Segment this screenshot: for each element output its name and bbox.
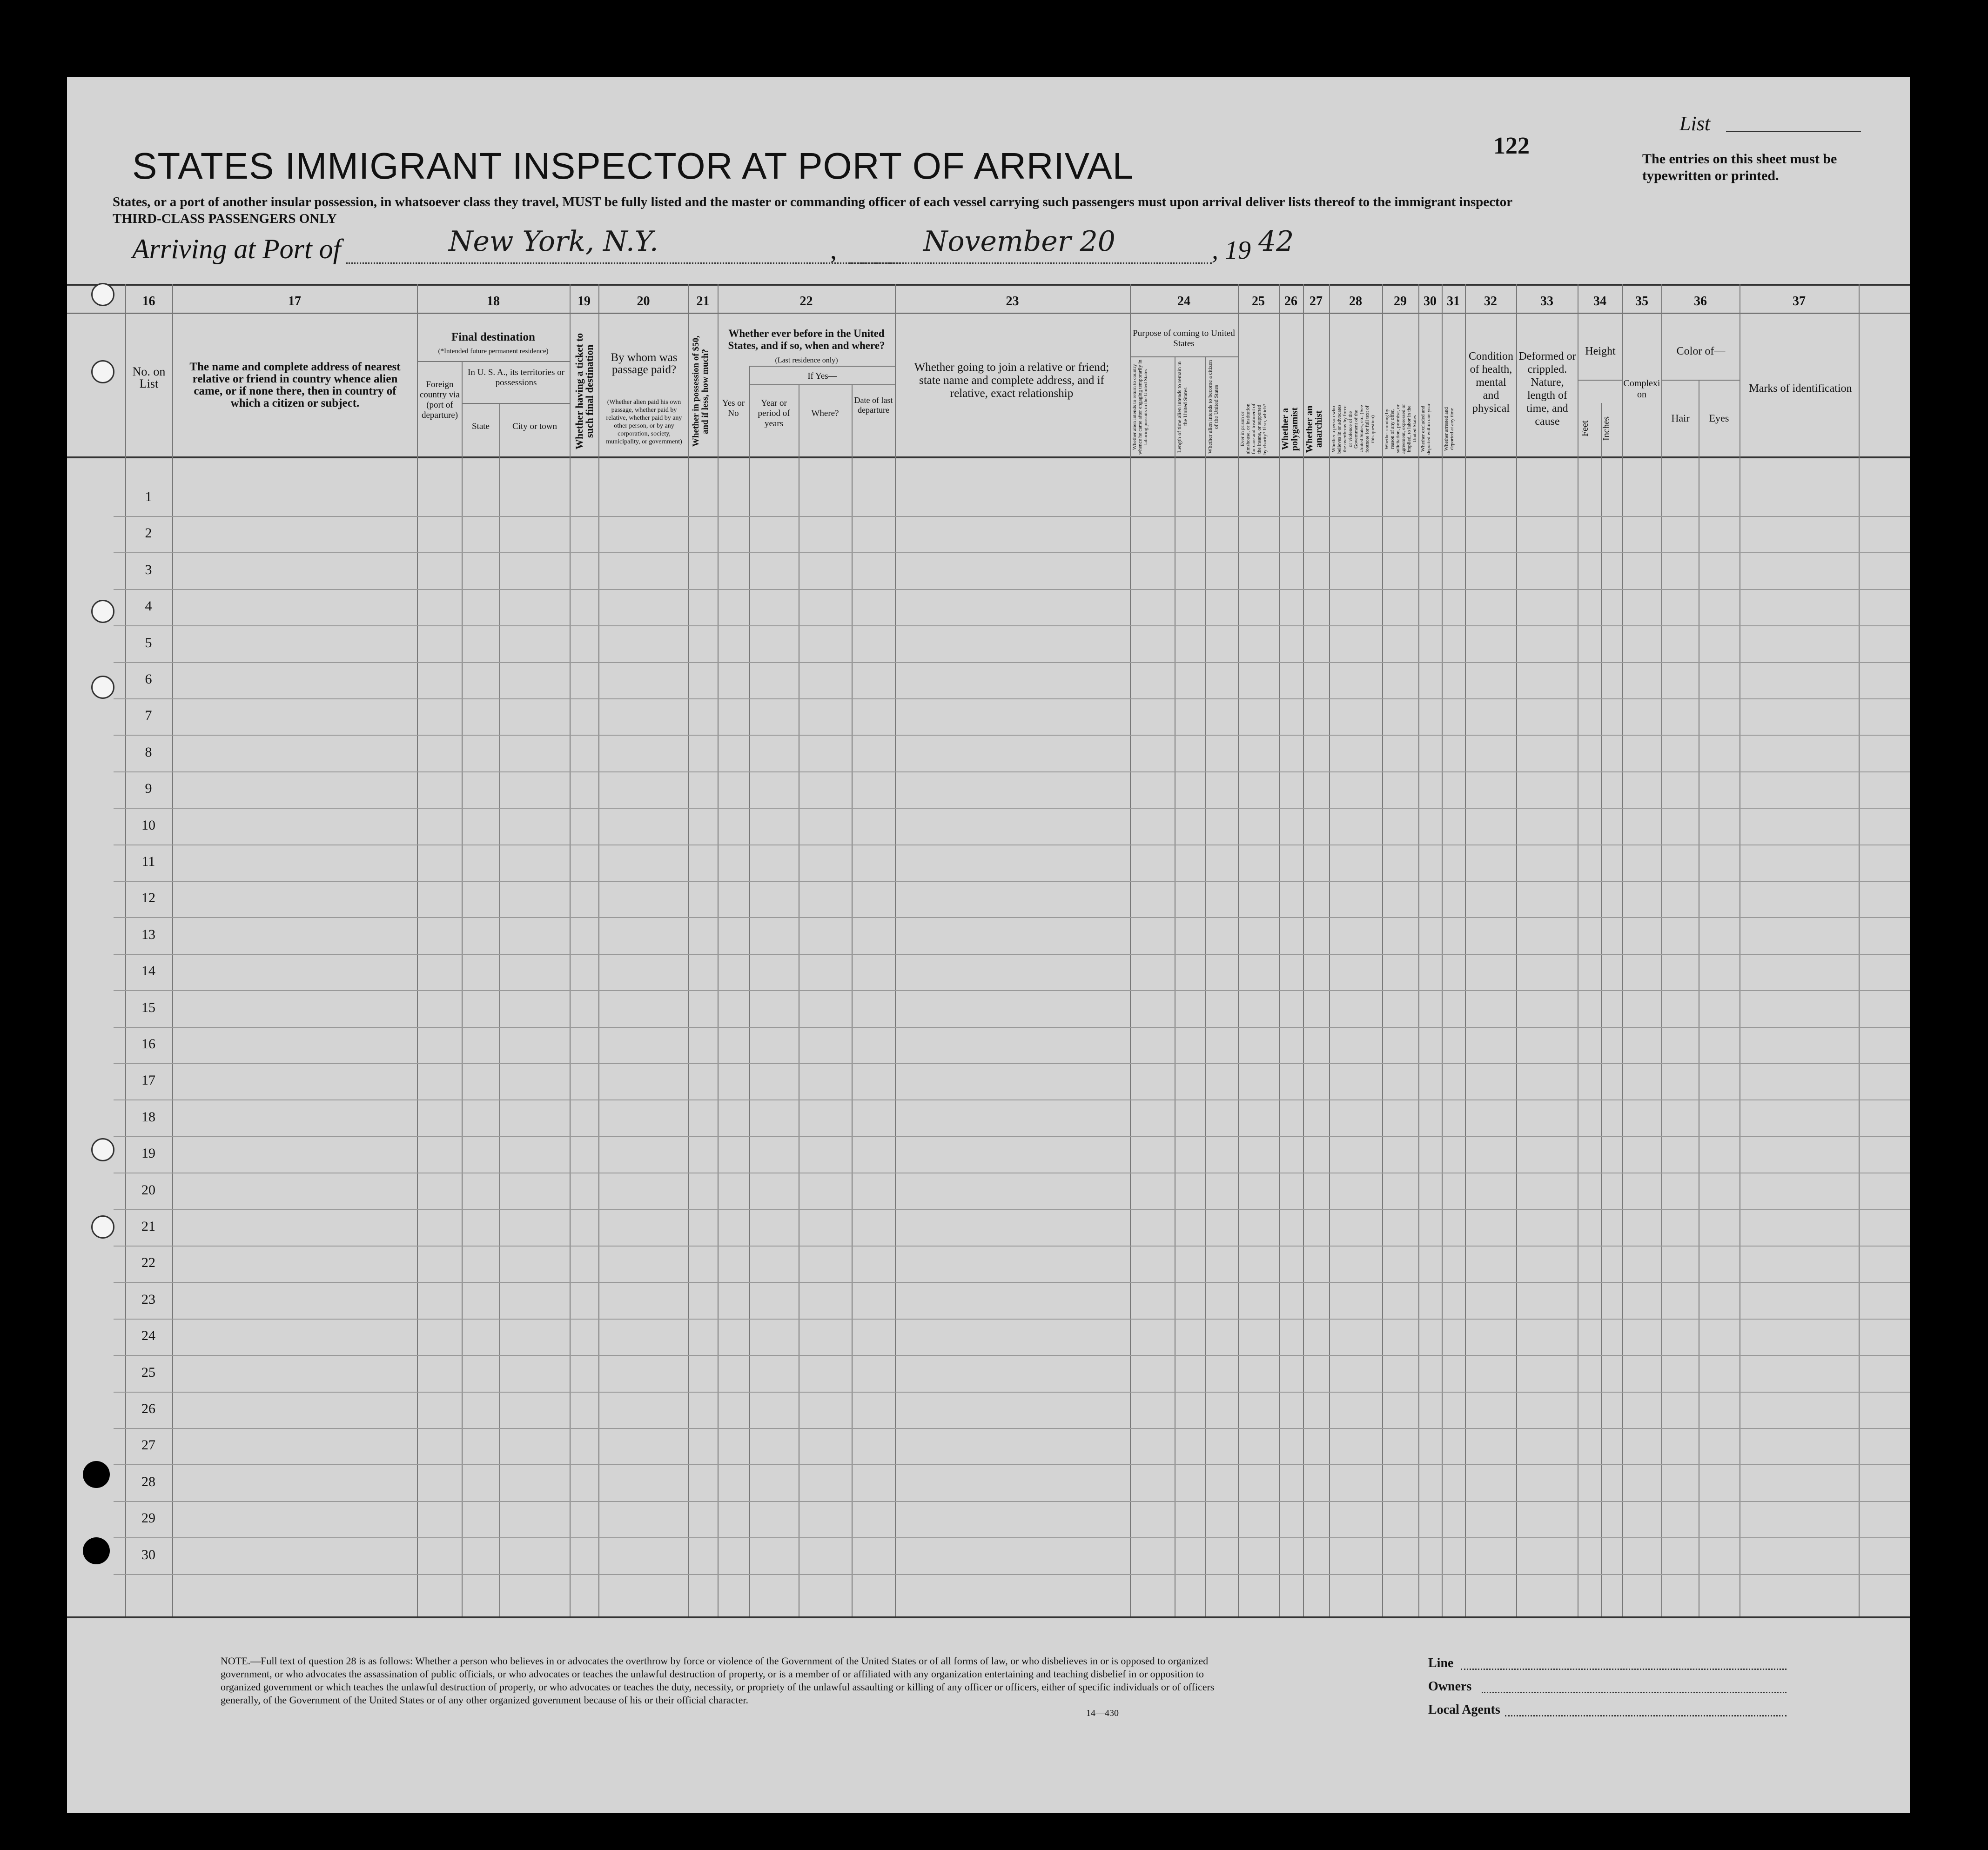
hdr-18-note: (*Intended future permanent residence) — [438, 348, 549, 355]
row-line — [114, 1392, 1910, 1393]
comma-1: , — [830, 236, 837, 265]
typewritten-note: The entries on this sheet must be typewritten or printed. — [1642, 151, 1837, 183]
colnum-37: 37 — [1793, 294, 1806, 308]
col-line-22c — [852, 384, 853, 1616]
row-number: 25 — [141, 1364, 155, 1380]
row-line — [114, 552, 1910, 553]
row-number: 13 — [141, 926, 155, 942]
row-number: 1 — [145, 489, 152, 504]
hdr-22-yesno: Yes or No — [722, 398, 745, 418]
col-line-34a — [1601, 403, 1602, 1616]
row-line — [114, 990, 1910, 991]
row-line — [114, 917, 1910, 918]
col-line-18 — [417, 284, 418, 1616]
colnum-28: 28 — [1349, 294, 1362, 308]
hdr-20: By whom was passage paid? — [611, 351, 678, 376]
hdr-16: No. on List — [132, 365, 166, 390]
row-line — [114, 881, 1910, 882]
hdr-25: Ever in prison or almshouse, or institution for care and treatment of the insane, or supported by charity? If so, which? — [1240, 403, 1268, 455]
hdr-20-note: (Whether alien paid his own passage, whether paid by relative, whether paid by any other person, or by any corporation, society, municipality, or government) — [606, 399, 682, 445]
hdr-31: Whether arrested and deported at any time — [1444, 407, 1455, 451]
binder-hole — [91, 360, 114, 383]
hdr-36-eyes: Eyes — [1709, 412, 1729, 424]
col-line-19 — [570, 284, 571, 1616]
colnum-19: 19 — [578, 294, 591, 308]
year-handwritten: 42 — [1258, 225, 1294, 258]
col-line-23 — [895, 284, 896, 1616]
hdr-21: Whether in possession of $50, and if less, how much? — [691, 335, 710, 447]
row-number: 30 — [141, 1547, 155, 1562]
hdr-37: Marks of identification — [1749, 382, 1852, 395]
binder-hole — [91, 1138, 114, 1161]
hdr-34: Height — [1585, 345, 1616, 357]
col-line-28 — [1329, 284, 1330, 1616]
row-number: 8 — [145, 744, 152, 760]
colnum-20: 20 — [637, 294, 650, 308]
row-number: 12 — [141, 890, 155, 906]
hdr-22-where: Where? — [811, 409, 839, 418]
col-line-29 — [1382, 284, 1383, 1616]
binder-hole — [91, 600, 114, 623]
hdr-36-hair: Hair — [1671, 412, 1690, 424]
hdr-35: Complexion — [1623, 378, 1660, 400]
col-line-26 — [1279, 284, 1280, 1616]
colnum-34: 34 — [1593, 294, 1606, 308]
row-number: 27 — [141, 1437, 155, 1453]
row-line — [114, 808, 1910, 809]
binder-hole — [91, 283, 114, 306]
row-number: 10 — [141, 817, 155, 833]
agents-dotted — [1505, 1715, 1787, 1716]
port-handwritten: New York, N.Y. — [449, 225, 658, 258]
col-line-31 — [1442, 284, 1443, 1616]
colnum-17: 17 — [288, 294, 301, 308]
hdr-28: Whether a person who believes in or advocates the overthrow by force or violence of the Government of the United States, etc. (See footnote for full text of this question) — [1331, 404, 1376, 454]
hdr-22-note: (Last residence only) — [775, 356, 838, 364]
row-number: 3 — [145, 562, 152, 577]
hdr-34-feet: Feet — [1580, 420, 1590, 437]
colnum-29: 29 — [1394, 294, 1407, 308]
list-blank-line — [1726, 131, 1861, 132]
row-number: 5 — [145, 635, 152, 650]
col-line-24b — [1205, 356, 1206, 1616]
hdr-18: Final destination — [451, 331, 535, 343]
row-line — [114, 1282, 1910, 1283]
hdr-19: Whether having a ticket to such final destination — [573, 333, 595, 450]
colnum-22: 22 — [799, 294, 813, 308]
col24-subrule — [1130, 356, 1238, 357]
class-line: THIRD-CLASS PASSENGERS ONLY — [113, 211, 337, 226]
hdr-22-ifyes: If Yes— — [807, 371, 837, 381]
row-number: 15 — [141, 999, 155, 1015]
hdr-24-return: Whether alien intends to return to country whence he came after engaging temporarily in laboring pursuits in the United States — [1132, 359, 1148, 455]
manifest-sheet — [67, 77, 1910, 1813]
row-number: 24 — [141, 1328, 155, 1344]
list-label: List — [1679, 112, 1711, 135]
binder-hole — [91, 1215, 114, 1239]
binder-hole — [83, 1537, 110, 1564]
colnum-32: 32 — [1484, 294, 1497, 308]
col-line-32 — [1465, 284, 1466, 1616]
colnum-30: 30 — [1424, 294, 1437, 308]
hdr-24: Purpose of coming to United States — [1133, 328, 1235, 349]
hdr-18-city: City or town — [512, 422, 557, 431]
row-line — [114, 1209, 1910, 1210]
hdr-34-inches: Inches — [1601, 416, 1612, 441]
row-number: 29 — [141, 1510, 155, 1526]
line-label: Line — [1428, 1656, 1454, 1670]
binder-hole — [83, 1461, 110, 1488]
hdr-36: Color of— — [1676, 345, 1726, 357]
table-bottom-border — [67, 1616, 1910, 1618]
col-line-16 — [125, 284, 126, 1616]
hdr-27: Whether an anarchist — [1304, 405, 1324, 453]
hdr-30: Whether excluded and deported within one year — [1420, 403, 1431, 455]
row-number: 4 — [145, 598, 152, 614]
colnum-16: 16 — [142, 294, 155, 308]
row-line — [114, 1319, 1910, 1320]
col36-subrule — [1661, 380, 1740, 381]
col-line-21 — [688, 284, 689, 1616]
col-line-27 — [1303, 284, 1304, 1616]
row-line — [114, 1537, 1910, 1538]
row-number: 16 — [141, 1036, 155, 1052]
col-line-24 — [1130, 284, 1131, 1616]
row-number: 14 — [141, 963, 155, 979]
hdr-17: The name and complete address of nearest relative or friend in country whence alien came, or if none there, then in country of which a citizen or subject. — [189, 361, 401, 409]
row-number: 2 — [145, 525, 152, 541]
colnum-18: 18 — [487, 294, 500, 308]
hdr-24-citizen: Whether alien intends to become a citizen of the United States — [1207, 360, 1219, 454]
colnum-24: 24 — [1177, 294, 1190, 308]
colnum-divider — [67, 313, 1910, 314]
row-line — [114, 698, 1910, 699]
row-line — [114, 771, 1910, 772]
hdr-18-state: State — [472, 422, 490, 431]
hdr-32: Condition of health, mental and physical — [1468, 350, 1513, 415]
hdr-29: Whether coming by reason of any offer, solicitation, promise, or agreement, expressed or implied, to labor in the United States — [1384, 404, 1417, 454]
instructions-line: States, or a port of another insular possession, in whatsoever class they travel, MUST be fully listed and the master or commanding officer of each vessel carrying such passengers must upon arrival deliver lists thereof to the immigrant inspector — [113, 194, 1513, 209]
col-line-25 — [1238, 284, 1239, 1616]
col-line-17 — [172, 284, 173, 1616]
col-line-22 — [718, 284, 719, 1616]
col-line-30 — [1418, 284, 1419, 1616]
row-number: 19 — [141, 1146, 155, 1161]
row-number: 22 — [141, 1255, 155, 1271]
col-line-33 — [1516, 284, 1517, 1616]
hdr-23: Whether going to join a relative or friend; state name and complete address, and if relative, exact relationship — [914, 361, 1109, 400]
row-number: 6 — [145, 671, 152, 687]
row-line — [114, 662, 1910, 663]
hdr-22: Whether ever before in the United States, and if so, when and where? — [728, 328, 885, 351]
row-line — [114, 1464, 1910, 1465]
row-line — [114, 1355, 1910, 1356]
line-dotted — [1461, 1669, 1787, 1670]
year-prefix: , 19 — [1212, 236, 1251, 265]
col-line-end — [1859, 284, 1860, 1616]
owners-dotted — [1482, 1692, 1787, 1693]
colnum-36: 36 — [1694, 294, 1707, 308]
agents-label: Local Agents — [1428, 1703, 1500, 1717]
date-handwritten: November 20 — [923, 225, 1115, 258]
row-number: 20 — [141, 1182, 155, 1198]
form-code: 14—430 — [1086, 1708, 1119, 1718]
colnum-25: 25 — [1252, 294, 1265, 308]
row-number: 7 — [145, 708, 152, 724]
row-line — [114, 1136, 1910, 1137]
row-line — [114, 1574, 1910, 1575]
row-line — [114, 1428, 1910, 1429]
col22-subrule2 — [749, 384, 895, 385]
row-line — [114, 1099, 1910, 1100]
colnum-26: 26 — [1284, 294, 1297, 308]
row-line — [114, 1246, 1910, 1247]
hdr-18-usa: In U. S. A., its territories or possessions — [468, 368, 564, 388]
row-line — [114, 1501, 1910, 1502]
date-dotted-line — [849, 262, 1212, 264]
colnum-21: 21 — [696, 294, 710, 308]
row-line — [114, 735, 1910, 736]
colnum-33: 33 — [1540, 294, 1553, 308]
row-line — [114, 954, 1910, 955]
colnum-35: 35 — [1635, 294, 1648, 308]
col-line-18b — [499, 403, 500, 1616]
row-line — [114, 589, 1910, 590]
hdr-24-length: Length of time alien intends to remain in the United States — [1176, 361, 1189, 453]
col-line-20 — [598, 284, 599, 1616]
hdr-33: Deformed or crippled. Nature, length of time, and cause — [1518, 350, 1576, 428]
row-number: 28 — [141, 1474, 155, 1489]
owners-label: Owners — [1428, 1679, 1472, 1694]
row-number: 23 — [141, 1291, 155, 1307]
colnum-23: 23 — [1006, 294, 1019, 308]
arriving-label: Arriving at Port of — [132, 234, 341, 264]
row-number: 9 — [145, 781, 152, 797]
col-line-35 — [1622, 284, 1623, 1616]
binder-hole — [91, 676, 114, 699]
row-line — [114, 1027, 1910, 1028]
form-title: STATES IMMIGRANT INSPECTOR AT PORT OF ARRIVAL — [132, 145, 1134, 187]
page-number: 122 — [1493, 133, 1530, 159]
hdr-22-year: Year or period of years — [758, 398, 790, 429]
colnum-31: 31 — [1447, 294, 1460, 308]
col34-subrule — [1578, 380, 1622, 381]
row-line — [114, 516, 1910, 517]
col-line-36 — [1661, 284, 1662, 1616]
row-number: 26 — [141, 1401, 155, 1416]
col18-subrule2 — [462, 403, 570, 404]
row-number: 21 — [141, 1219, 155, 1234]
row-line — [114, 625, 1910, 626]
arriving-line — [132, 233, 341, 265]
col18-subrule — [417, 361, 570, 362]
row-number: 11 — [141, 854, 155, 869]
table-top-border — [67, 284, 1910, 286]
row-number: 17 — [141, 1072, 155, 1088]
row-number: 18 — [141, 1109, 155, 1125]
hdr-22-departure: Date of last departure — [854, 395, 893, 415]
hdr-18-foreign: Foreign country via (port of departure)— — [419, 380, 460, 430]
row-line — [114, 1063, 1910, 1064]
port-dotted-line — [346, 262, 900, 264]
colnum-27: 27 — [1310, 294, 1323, 308]
footnote-q28: NOTE.—Full text of question 28 is as follows: Whether a person who believes in or advocates the overthrow by force or violence of the Government of the United States or of all forms of law, or who disbelieves in or is opposed to organized government, or who advocates the assassination of public officials, or who advocates or teaches the unlawful destruction of property, or is a member of or affiliated with any organization entertaining and teaching disbelief in or opposition to organized government or which teaches the unlawful destruction of property, or who advocates or teaches the duty, necessity, or propriety of the unlawful assaulting or killing of any officer or officers, either of specific individuals or of officers generally, of the Government of the United States or of any other organized government because of his or their official character. — [221, 1655, 1215, 1706]
hdr-26: Whether a polygamist — [1280, 407, 1300, 451]
header-bottom-border — [67, 456, 1910, 458]
